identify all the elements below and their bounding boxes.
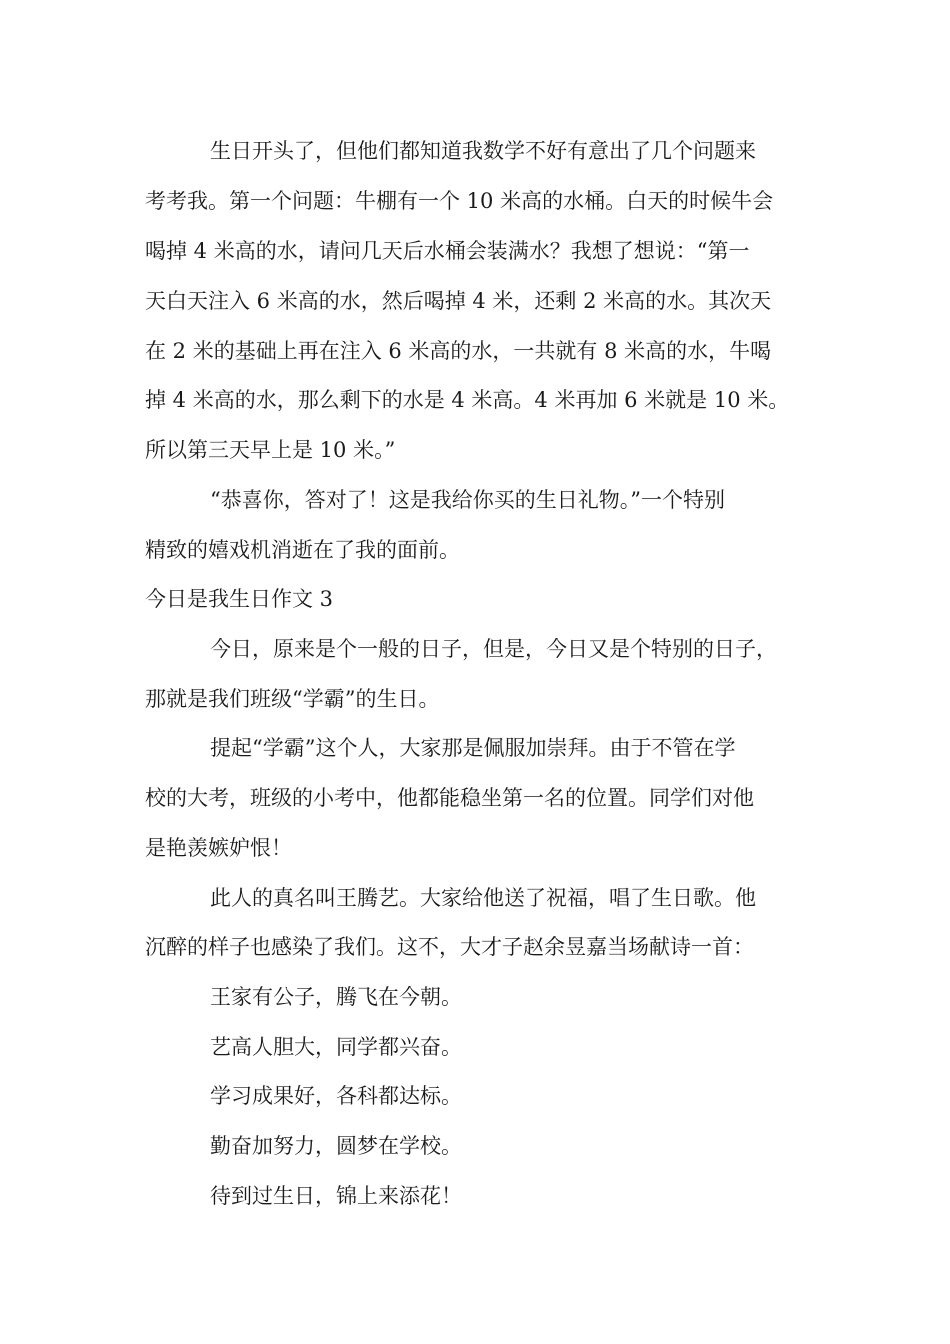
text-line: 今日，原来是个一般的日子，但是，今日又是个特别的日子， bbox=[210, 637, 777, 661]
text-line: 是艳羡嫉妒恨！ bbox=[145, 836, 292, 860]
text-line: 精致的嬉戏机消逝在了我的面前。 bbox=[145, 538, 460, 562]
poem-line: 勤奋加努力，圆梦在学校。 bbox=[210, 1134, 462, 1158]
poem-line: 艺高人胆大，同学都兴奋。 bbox=[210, 1035, 462, 1059]
text-line: 那就是我们班级“学霸”的生日。 bbox=[145, 687, 440, 711]
poem-line: 学习成果好，各科都达标。 bbox=[210, 1084, 462, 1108]
text-line: 所以第三天早上是 10 米。” bbox=[145, 438, 396, 462]
text-line: 考考我。第一个问题：牛棚有一个 10 米高的水桶。白天的时候牛会 bbox=[145, 189, 774, 213]
text-line: 在 2 米的基础上再在注入 6 米高的水，一共就有 8 米高的水，牛喝 bbox=[145, 339, 772, 363]
text-line: 喝掉 4 米高的水，请问几天后水桶会装满水？我想了想说：“第一 bbox=[145, 239, 750, 263]
poem-line: 待到过生日，锦上来添花！ bbox=[210, 1184, 462, 1208]
text-line: 提起“学霸”这个人，大家那是佩服加崇拜。由于不管在学 bbox=[210, 736, 736, 760]
text-line: 沉醉的样子也感染了我们。这不，大才子赵余昱嘉当场献诗一首： bbox=[145, 935, 754, 959]
text-line: 生日开头了，但他们都知道我数学不好有意出了几个问题来 bbox=[210, 139, 756, 163]
text-line: 校的大考，班级的小考中，他都能稳坐第一名的位置。同学们对他 bbox=[145, 786, 754, 810]
text-line: 此人的真名叫王腾艺。大家给他送了祝福，唱了生日歌。他 bbox=[210, 886, 756, 910]
poem-line: 王家有公子，腾飞在今朝。 bbox=[210, 985, 462, 1009]
text-line: 掉 4 米高的水，那么剩下的水是 4 米高。4 米再加 6 米就是 10 米。 bbox=[145, 388, 790, 412]
text-line: 天白天注入 6 米高的水，然后喝掉 4 米，还剩 2 米高的水。其次天 bbox=[145, 289, 772, 313]
text-line: “恭喜你，答对了！这是我给你买的生日礼物。”一个特别 bbox=[210, 488, 725, 512]
section-heading: 今日是我生日作文 3 bbox=[145, 587, 334, 611]
